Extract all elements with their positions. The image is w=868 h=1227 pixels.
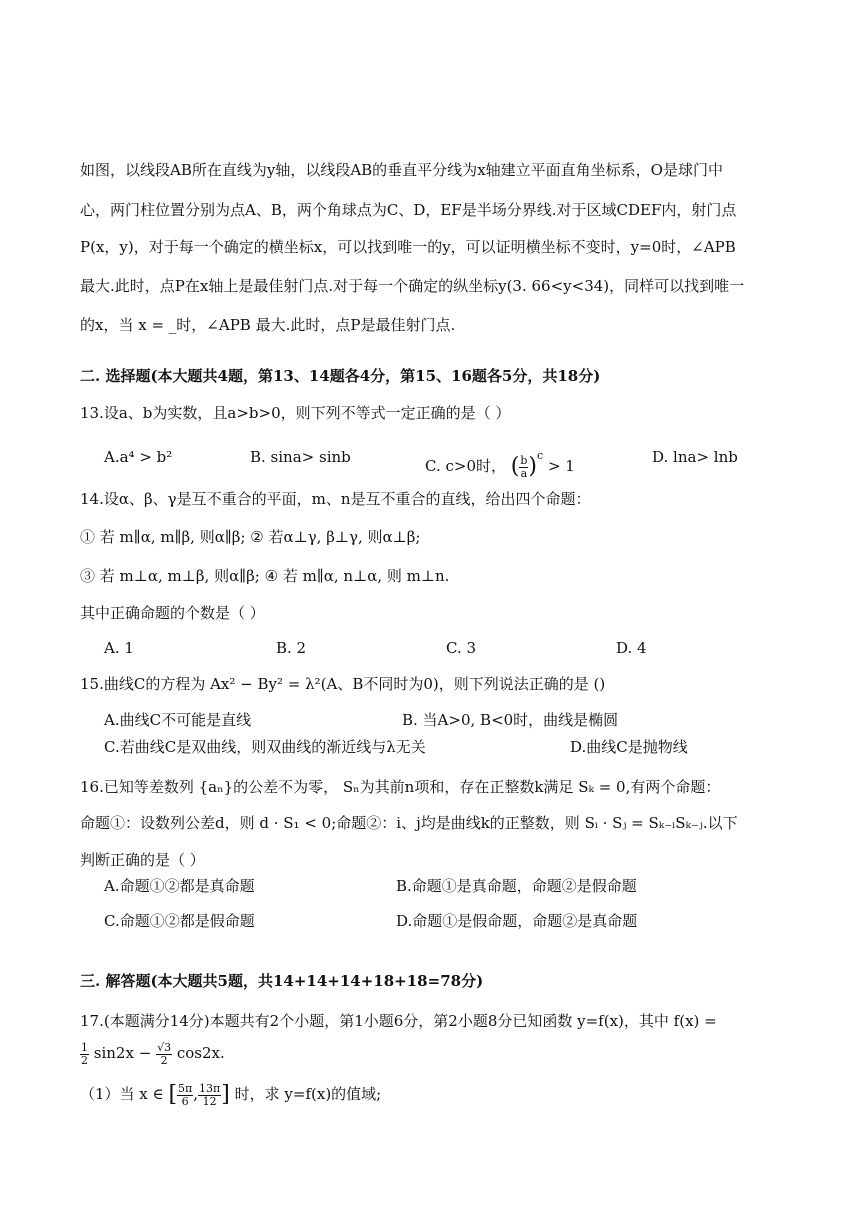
- q14-propositions-3-4: ③ 若 m⊥α, m⊥β, 则α∥β; ④ 若 m∥α, n⊥α, 则 m⊥n.: [80, 567, 450, 585]
- q17-l-den: 6: [181, 1094, 189, 1108]
- q16-option-a: A.命题①②都是真命题: [104, 877, 255, 895]
- q15-option-b: B. 当A>0, B<0时，曲线是椭圆: [402, 711, 619, 729]
- bracket-right: ]: [221, 1082, 230, 1107]
- q13-frac-den: a: [520, 466, 528, 480]
- intro-line-5: 的x，当 x = _时，∠APB 最大.此时，点P是最佳射门点.: [80, 316, 456, 334]
- q13-frac-num: b: [520, 453, 528, 467]
- intro-line-1: 如图，以线段AB所在直线为y轴，以线段AB的垂直平分线为x轴建立平面直角坐标系，O是球门中: [80, 161, 723, 179]
- q17-half-den: 2: [81, 1053, 88, 1067]
- q13-option-d: D. lna> lnb: [652, 448, 738, 466]
- q14-stem: 14.设α、β、γ是互不重合的平面，m、n是互不重合的直线，给出四个命题：: [80, 490, 591, 508]
- section-2-title: 二. 选择题(本大题共4题，第13、14题各4分，第15、16题各5分，共18分): [80, 367, 601, 385]
- q13-exponent: c: [537, 449, 544, 462]
- q16-line-3: 判断正确的是（ ）: [80, 851, 205, 869]
- intro-line-3: P(x，y)，对于每一个确定的横坐标x，可以找到唯一的y，可以证明横坐标不变时，y=0时，∠APB: [80, 238, 736, 256]
- q17-frac-sqrt3: [156, 1042, 172, 1067]
- q17-formula-mid: sin2x −: [93, 1044, 152, 1062]
- q17-frac-half: [80, 1042, 89, 1067]
- q13-option-c-prefix: C. c>0时，: [425, 457, 506, 475]
- q13-stem: 13.设a、b为实数，且a>b>0，则下列不等式一定正确的是（ ）: [80, 404, 511, 422]
- q13-option-a: A.a⁴ > b²: [104, 448, 173, 466]
- q17-formula-end: cos2x.: [176, 1044, 225, 1062]
- q17-subquestion-1: （1）当 x ∈ [ $\frac{5\pi}{6}$ , $\frac{13\pi}{12}$ ] 时，求 y=f(x)的值域;: [80, 1081, 382, 1108]
- q17-line-1: 17.(本题满分14分)本题共有2个小题，第1小题6分，第2小题8分已知函数 y=f(x)，其中 f(x) =: [80, 1012, 717, 1030]
- q16-option-b: B.命题①是真命题，命题②是假命题: [396, 877, 637, 895]
- q15-stem: 15.曲线C的方程为 Ax² − By² = λ²(A、B不同时为0)，则下列说法正确的是 (): [80, 675, 606, 693]
- q17-r-den: 12: [202, 1094, 217, 1108]
- q14-option-a: A. 1: [104, 639, 134, 657]
- q14-option-d: D. 4: [616, 639, 647, 657]
- q14-option-c: C. 3: [446, 639, 477, 657]
- intro-line-4: 最大.此时，点P在x轴上是最佳射门点.对于每一个确定的纵坐标y(3. 66<y<34)，同样可以找到唯一: [80, 277, 745, 295]
- q17-formula: [80, 1036, 225, 1070]
- q13-option-c: [425, 436, 575, 487]
- q17-sub1-suffix: 时，求 y=f(x)的值域;: [234, 1085, 382, 1103]
- q17-r-num: 13π: [199, 1081, 221, 1095]
- q14-ask: 其中正确命题的个数是（ ）: [80, 604, 265, 622]
- q13-option-b: B. sina> sinb: [250, 448, 351, 466]
- q16-option-c: C.命题①②都是假命题: [104, 912, 255, 930]
- q17-l-num: 5π: [178, 1081, 193, 1095]
- q17-sqrt-num: √3: [157, 1040, 172, 1054]
- q16-line-2: 命题①：设数列公差d，则 d · S₁ < 0;命题②：i、j均是曲线k的正整数，则 Sᵢ · Sⱼ = Sₖ₋ᵢSₖ₋ⱼ.以下: [80, 814, 738, 832]
- paren-left: (: [510, 454, 520, 479]
- q15-option-a: A.曲线C不可能是直线: [104, 711, 252, 729]
- q14-propositions-1-2: ① 若 m∥α, m∥β, 则α∥β; ② 若α⊥γ, β⊥γ, 则α⊥β;: [80, 528, 421, 546]
- paren-right: ): [528, 454, 538, 479]
- bracket-left: [: [168, 1082, 178, 1107]
- q15-option-d: D.曲线C是抛物线: [570, 738, 688, 756]
- q17-interval-left: [177, 1083, 193, 1108]
- q16-stem: 16.已知等差数列 {aₙ}的公差不为零， Sₙ为其前n项和，存在正整数k满足 Sₖ = 0,有两个命题：: [80, 778, 721, 796]
- section-3-title: 三. 解答题(本大题共5题，共14+14+14+18+18=78分): [80, 972, 484, 990]
- intro-line-2: 心，两门柱位置分别为点A、B，两个角球点为C、D，EF是半场分界线.对于区域CDEF内，射门点: [80, 201, 737, 219]
- q13-option-c-suffix: > 1: [547, 457, 575, 475]
- q16-option-d: D.命题①是假命题，命题②是真命题: [396, 912, 638, 930]
- q17-half-num: 1: [81, 1040, 88, 1054]
- q14-option-b: B. 2: [276, 639, 307, 657]
- q17-sub1-prefix: （1）当 x ∈: [80, 1085, 164, 1103]
- q17-interval-right: [198, 1083, 221, 1108]
- q15-option-c: C.若曲线C是双曲线，则双曲线的渐近线与λ无关: [104, 738, 426, 756]
- q17-sqrt-den: 2: [160, 1053, 168, 1067]
